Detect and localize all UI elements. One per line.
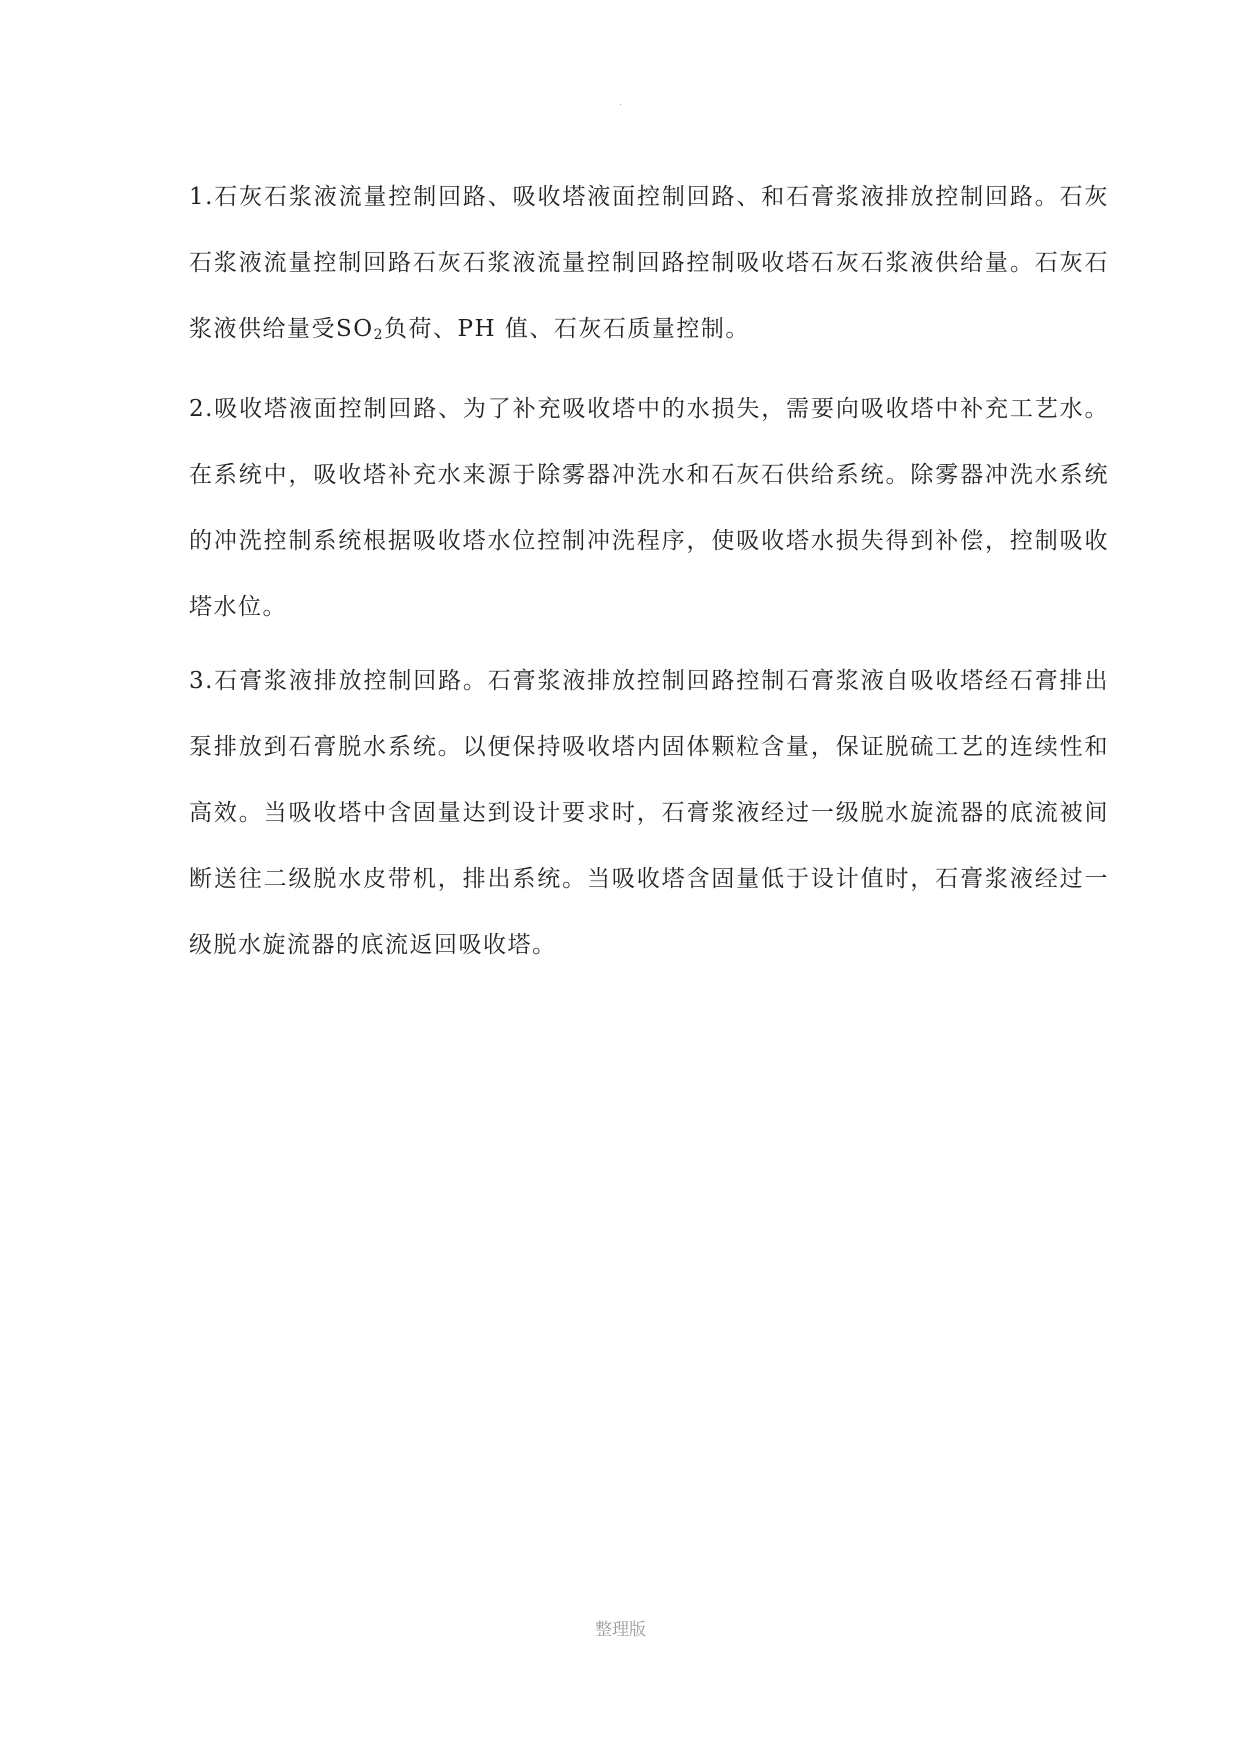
- header-mark: .: [619, 98, 622, 107]
- paragraph-1-text-cont: 负荷、PH 值、石灰石质量控制。: [384, 316, 750, 342]
- paragraph-1: [189, 164, 1109, 368]
- paragraph-2: 2.吸收塔液面控制回路、为了补充吸收塔中的水损失，需要向吸收塔中补充工艺水。在系统中，吸收塔补充水来源于除雾器冲洗水和石灰石供给系统。除雾器冲洗水系统的冲洗控制系统根据吸收塔水位控制冲洗程序，使吸收塔水损失得到补偿，控制吸收塔水位。: [189, 396, 1109, 620]
- chem-subscript: 2: [373, 327, 385, 343]
- paragraph-1-text: 1.石灰石浆液流量控制回路、吸收塔液面控制回路、和石膏浆液排放控制回路。石灰石浆液流量控制回路石灰石浆液流量控制回路控制吸收塔石灰石浆液供给量。石灰石浆液供给量受: [189, 184, 1109, 342]
- chem-base: SO: [336, 316, 374, 342]
- paragraph-3: 3.石膏浆液排放控制回路。石膏浆液排放控制回路控制石膏浆液自吸收塔经石膏排出泵排放到石膏脱水系统。以便保持吸收塔内固体颗粒含量，保证脱硫工艺的连续性和高效。当吸收塔中含固量达到设计要求时，石膏浆液经过一级脱水旋流器的底流被间断送往二级脱水皮带机，排出系统。当吸收塔含固量低于设计值时，石膏浆液经过一级脱水旋流器的底流返回吸收塔。: [189, 668, 1109, 958]
- chemical-formula: [336, 316, 384, 342]
- footer-watermark: 整理版: [595, 1620, 646, 1640]
- document-body: [189, 164, 1109, 986]
